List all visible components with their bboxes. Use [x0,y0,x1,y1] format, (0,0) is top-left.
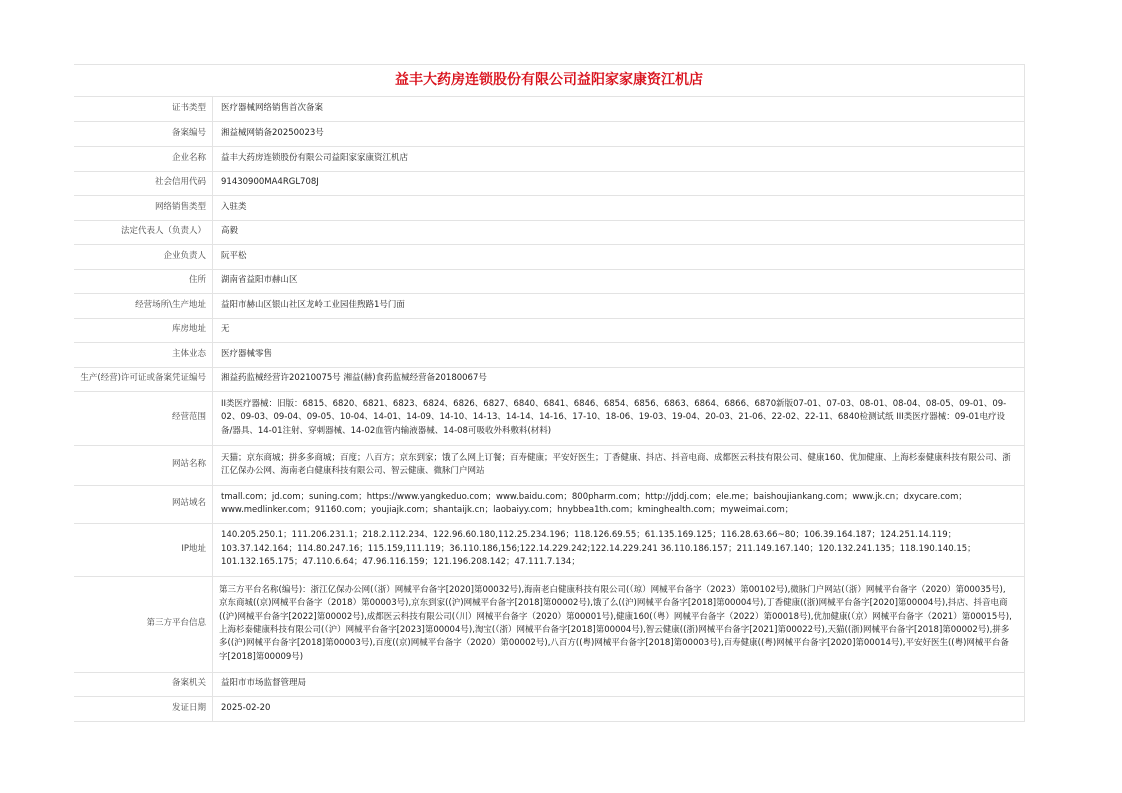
row-label: 发证日期 [74,696,213,721]
row-label: 第三方平台信息 [74,576,213,672]
certificate-table [74,97,1024,722]
row-label: 住所 [74,269,213,293]
row-value: 医疗器械网络销售首次备案 [213,97,1025,121]
row-label: 经营场所\生产地址 [74,293,213,318]
row-label: 库房地址 [74,318,213,342]
table-row [74,293,1024,318]
table-row [74,367,1024,391]
row-label: 主体业态 [74,342,213,367]
table-row [74,576,1024,672]
row-value: 2025-02-20 [213,696,1025,721]
table-row [74,146,1024,171]
row-value: 阮平松 [213,244,1025,269]
row-label: 企业名称 [74,146,213,171]
row-label: 证书类型 [74,97,213,121]
row-label: 网络销售类型 [74,195,213,220]
row-value: 入驻类 [213,195,1025,220]
table-row [74,269,1024,293]
table-row [74,244,1024,269]
table-row [74,342,1024,367]
row-label: 网站域名 [74,485,213,523]
row-value: tmall.com；jd.com；suning.com；https://www.yangkeduo.com；www.baidu.com；800pharm.com；http://jddj.com；ele.me；baishoujiankang.com；www.jk.cn；dxycare.com；www.medlinker.com；91160.com；youjiajk.com；shantaijk.cn；laobaiyy.com；hnybbea1th.com；kminghealth.com；myweimai.com； [213,485,1025,523]
row-label: 企业负责人 [74,244,213,269]
row-label: 法定代表人（负责人） [74,220,213,244]
table-row [74,171,1024,195]
row-value: 益阳市市场监督管理局 [213,672,1025,696]
row-label: 备案编号 [74,121,213,146]
row-label: 社会信用代码 [74,171,213,195]
row-value: 天猫；京东商城；拼多多商城；百度；八百方；京东到家；饿了么网上订餐；百寿健康；平安好医生；丁香健康、抖店、抖音电商、成都医云科技有限公司、健康160、优加健康、上海杉泰健康科技有限公司、浙江亿保办公网、海南老白健康科技有限公司、智云健康、微脉门户网站 [213,445,1025,485]
row-label: 网站名称 [74,445,213,485]
table-row [74,485,1024,523]
table-row [74,445,1024,485]
row-value: 湖南省益阳市赫山区 [213,269,1025,293]
table-row [74,523,1024,576]
row-value: 湘益械网销备20250023号 [213,121,1025,146]
row-value: II类医疗器械：旧版：6815、6820、6821、6823、6824、6826、6827、6840、6841、6846、6854、6856、6863、6864、6866、6870新版07-01、07-03、08-01、08-04、08-05、09-01、09-02、09-03、09-04、09-05、10-04、14-01、14-09、14-10、14-13、14-14、14-16、17-10、18-06、19-03、19-04、20-03、21-06、22-02、22-11、6840检测试纸 III类医疗器械：09-01电疗设备/器具、14-01注射、穿刺器械、14-02血管内输液器械、14-08可吸收外科敷料(材料) [213,391,1025,445]
table-row [74,391,1024,445]
row-value: 益阳市赫山区银山社区龙岭工业园佳煦路1号门面 [213,293,1025,318]
row-value: 高毅 [213,220,1025,244]
certificate-document [74,64,1025,722]
row-value: 第三方平台名称(编号)：浙江亿保办公网(（浙）网械平台备字[2020]第00032号),海南老白健康科技有限公司(（琼）网械平台备字（2023）第00102号),微脉门户网站(（浙）网械平台备字（2020）第00035号),京东商城((京)网械平台备字（2018）第00003号),京东到家((沪)网械平台备字[2018]第00002号),饿了么((沪)网械平台备字[2018]第00004号),丁香健康((浙)网械平台备字[2020]第00004号),抖店、抖音电商((沪)网械平台备字[2022]第00002号),成都医云科技有限公司(（川）网械平台备字（2020）第00001号),健康160(（粤）网械平台备字（2022）第00018号),优加健康(（京）网械平台备字（2021）第00015号),上海杉泰健康科技有限公司(（沪）网械平台备字[2023]第00004号),淘宝(（浙）网械平台备字[2018]第00004号),智云健康((浙)网械平台备字[2021]第00022号),天猫((浙)网械平台备字[2018]第00002号),拼多多((沪)网械平台备字[2018]第00003号),百度((京)网械平台备字（2020）第00002号),八百方((粤)网械平台备字[2018]第00003号),百寿健康((粤)网械平台备字[2020]第00014号),平安好医生((粤)网械平台备字[2018]第00009号) [213,576,1025,672]
row-value: 91430900MA4RGL708J [213,171,1025,195]
table-row [74,97,1024,121]
table-row [74,318,1024,342]
row-value: 无 [213,318,1025,342]
table-row [74,121,1024,146]
row-value: 益丰大药房连锁股份有限公司益阳家家康资江机店 [213,146,1025,171]
table-row [74,195,1024,220]
table-row [74,220,1024,244]
table-row [74,696,1024,721]
row-label: 备案机关 [74,672,213,696]
row-value: 140.205.250.1；111.206.231.1；218.2.112.234、122.96.60.180,112.25.234.196；118.126.69.55；61.135.169.125；116.28.63.66~80；106.39.164.187；124.251.14.119；103.37.142.164；114.80.247.16；115.159,111.119；36.110.186,156;122.14.229.242;122.14.229.241 36.110.186.157；211.149.167.140；120.132.241.135；118.190.140.15；101.132.165.175；47.110.6.64；47.96.116.159；121.196.208.142；47.111.7.134； [213,523,1025,576]
document-title: 益丰大药房连锁股份有限公司益阳家家康资江机店 [74,65,1024,97]
row-value: 湘益药监械经营许20210075号 湘益(赫)食药监械经营备20180067号 [213,367,1025,391]
row-label: 经营范围 [74,391,213,445]
row-label: IP地址 [74,523,213,576]
row-value: 医疗器械零售 [213,342,1025,367]
row-label: 生产(经营)许可证或备案凭证编号 [74,367,213,391]
table-row [74,672,1024,696]
